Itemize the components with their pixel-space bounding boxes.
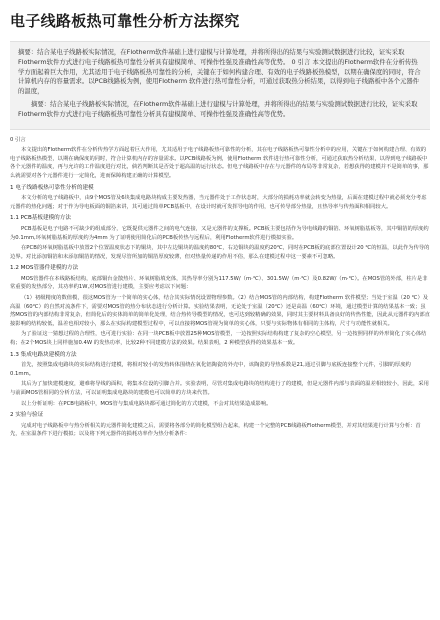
document-page <box>10 0 430 439</box>
section-1-2-paragraph-2: （1）初级精度的数值模，很这MOS管为一个简单的实心体，结合其实际情况设置物理参数。（2）结合MOS管的内部结构，构建Flotherm 软件模型；当处于室温（20 ℃）及高温（60℃）的自然对流条件下，需要对MOS管的热分布状态进行分析计算。实验结果表明，无论处于室温（20℃）还是高温（60℃）环境，通过模型计算的结果基本一致；虽然MOS管的内部结构非常复杂，但简化后的实体简单的简单化处理，结合热传导模型的情况，也可达到较精确的效果，同时其主要材料具备良好的传热性能，因此从元器件的内部直接影响的结构较低，温差也相对较小，那么在实际构建模型过程中，可以直接将MOS管视为简单的实心体，只要与实际物体有相同的主体构，尺寸与功能性就相关。 <box>10 295 430 327</box>
section-1-1-paragraph-2: 在PCB的环氧树脂基板中放置2个位置温度状态下的铜块，其中左边铜块的温度约80℃，右边铜块的温度约20℃，同时在PCB板的底部位置设计20 ℃的恒温，以此作为传导的边界。对比添加铜箔和未添加铜箔的情况，发现尽管所加的铜箔厚度较薄，但对热量传递的作用不俗，那么在建模过程中这一要素不可忽略。 <box>10 245 430 260</box>
section-1-2-paragraph-1: MOS管器件在本线路板结构，底部铜台金散热片、环氧树脂填充体，其热导率分别为117.5W/（m·℃）、301.5W/（m·℃）及0.82W/（m·℃）。在MOS管的外部，柱片是非常重要的发热部分，其功率约1W,对MOS管进行建模，主要应考虑以下问题： <box>10 275 428 291</box>
section-2-paragraph: 完成对电子线路板中与热分析相关的元器件简化建模之后，需要将各部分的简化模型组合起来，构建一个完整的PCB线路板Flotherm模型，并对其结果进行计算与分析：首先，在室温条件下进行模拟；以及将下列元器件的损耗功率作为热分析条件： <box>10 422 421 438</box>
section-1-paragraph: 本文分析的电子线路板中，由9个MOS管及6块集成电路块构成主要发热器，当元器件处于工作状态时，大部分的损耗功率就会转变为热量，后面在建模过程中就必须充分考虑元器件的热化问题；对于作为导电板面的铜箔来讲，其可通过简单PCB基板中，在设计时就可发挥导电的作用，也可传导部分热量，且热导率与传热面积相同较大。 <box>10 195 427 210</box>
section-2-heading: 2 实验与验证 <box>10 412 44 419</box>
summary-box <box>10 41 430 130</box>
intro-paragraph: 本文提出的Flotherm软件在分析传热学方面起着巨大作用，尤其适用于电子线路板热可靠性的分析，其在电子线路板热可靠性分析中的应用，关键在于如何构建合理、有效的电子线路板热模型，以期在确保度的同时，符合计算机内存的容量需求。以PCB线路板为例，使用Flotherm 软件进行热可靠性分析，可通过获取热分析结果，以得到电子线路板中各个元器件的温度，再与允许的工作温度进行对比，倘若判断其是否处于超高温的运行状态。但电子线路板中存在与元器件的布局等非常复杂，若想获得的建模并不是简单的事，那么就需要对各个元器件进行一定简化，进而保障构建正确的计算模型。 <box>10 147 429 179</box>
section-1-3-paragraph-3: 以上分析证明：在PCB电路板中，MOS管与集成电路块都可通过简化的方式建模，不会对其结果造成影响。 <box>21 400 272 407</box>
section-1-1-paragraph-1: PCB基板是电子电路不可缺少的组成部分，它既提供元器件之间的电气连接，又是元器件的支撑板。PCB板主要包括作为导电线路的铜箔、环氧树脂基板等，其中铜箔的厚度约为0.1mm,环氧树脂基板的厚度约为4mm 为了证明使用简化后的PCB板传热与远程后，利用Flotherm软件进行模拟实验。 <box>10 225 429 241</box>
document-title: 电子线路板热可靠性分析方法探究 <box>10 12 240 30</box>
section-1-3-heading: 1.3 集成电路块建模的方法 <box>10 351 77 358</box>
section-1-heading: 1 电子线路板热可靠性分析的建模 <box>10 184 94 191</box>
section-1-2-paragraph-3: 为了验证这一猜想过程的合理性，也可进行实验：在同一块PCB板中放置25种MOS管模型，一边按照实际结构构建了复杂的空心模型，另一边按照同样的外形简化了实心体结构；在2个MOS块上同样施加0.4W 的发热功率，比较2种不同建模方法的效果。结果表明，2 种模型获得的效果基本一致。 <box>10 331 427 347</box>
section-1-3-paragraph-2: 其后为了加快建模速度，避难将导线的面积，将集本位设的引脚合并。实验表明，尽管对集成电路块的结构进行了的建模，但是元器件内部与表面的温差相较较小，因此，采用与前面MOS管相同的分析方法，可以证明集成电路块的建模也可以简单的方块来代替。 <box>10 381 429 397</box>
section-1-1-heading: 1.1 PCB基板建模的方法 <box>10 215 71 222</box>
document-body <box>10 136 430 439</box>
section-1-3-paragraph-1: 首先，按照集成电路块的实际结构进行建模，将相对较小的发热转体围绕在氧化铝陶瓷的外壳中，该陶瓷的导热系数是21,通过引脚与底板连接整个元件，引脚的厚度约0.1mm。 <box>10 362 411 377</box>
abstract-paragraph: 摘要：结合某电子线路板实际情况，在Flotherm软件基础上进行建模与计算处理，并将所得出的结果与实验测试数据进行比较，证实采取Flotherm软件方式进行电子线路板热可靠性分析具有建模简单、可操作性强及准确性高等优势。 0 引言 本文提出的Flotherm软件在分析传热学方面起着巨大作用，尤其适用于电子线路板热可靠性的分析，关键在于如何构建合理、有效的电子线路板热模型，以期在确保度的同时，符合计算机内存的容量需求。以PCB线路板为例，使用Flotherm 软件进行热可靠性分析，可通过获取热分析结果，以得到电子线路板中各个元器件的温度， <box>18 48 421 96</box>
section-1-2-heading: 1.2 MOS管器件建模的方法 <box>10 265 79 272</box>
abstract-repeat-paragraph: 摘要：结合某电子线路板实际情况，在Flotherm软件基础上进行建模与计算处理，并将所得出的结果与实验测试数据进行比较，证实采取Flotherm软件方式进行电子线路板热可靠性分析具有建模简单、可操作性强及准确性高等优势。 <box>18 99 418 118</box>
intro-heading: 0 引言 <box>10 136 26 143</box>
